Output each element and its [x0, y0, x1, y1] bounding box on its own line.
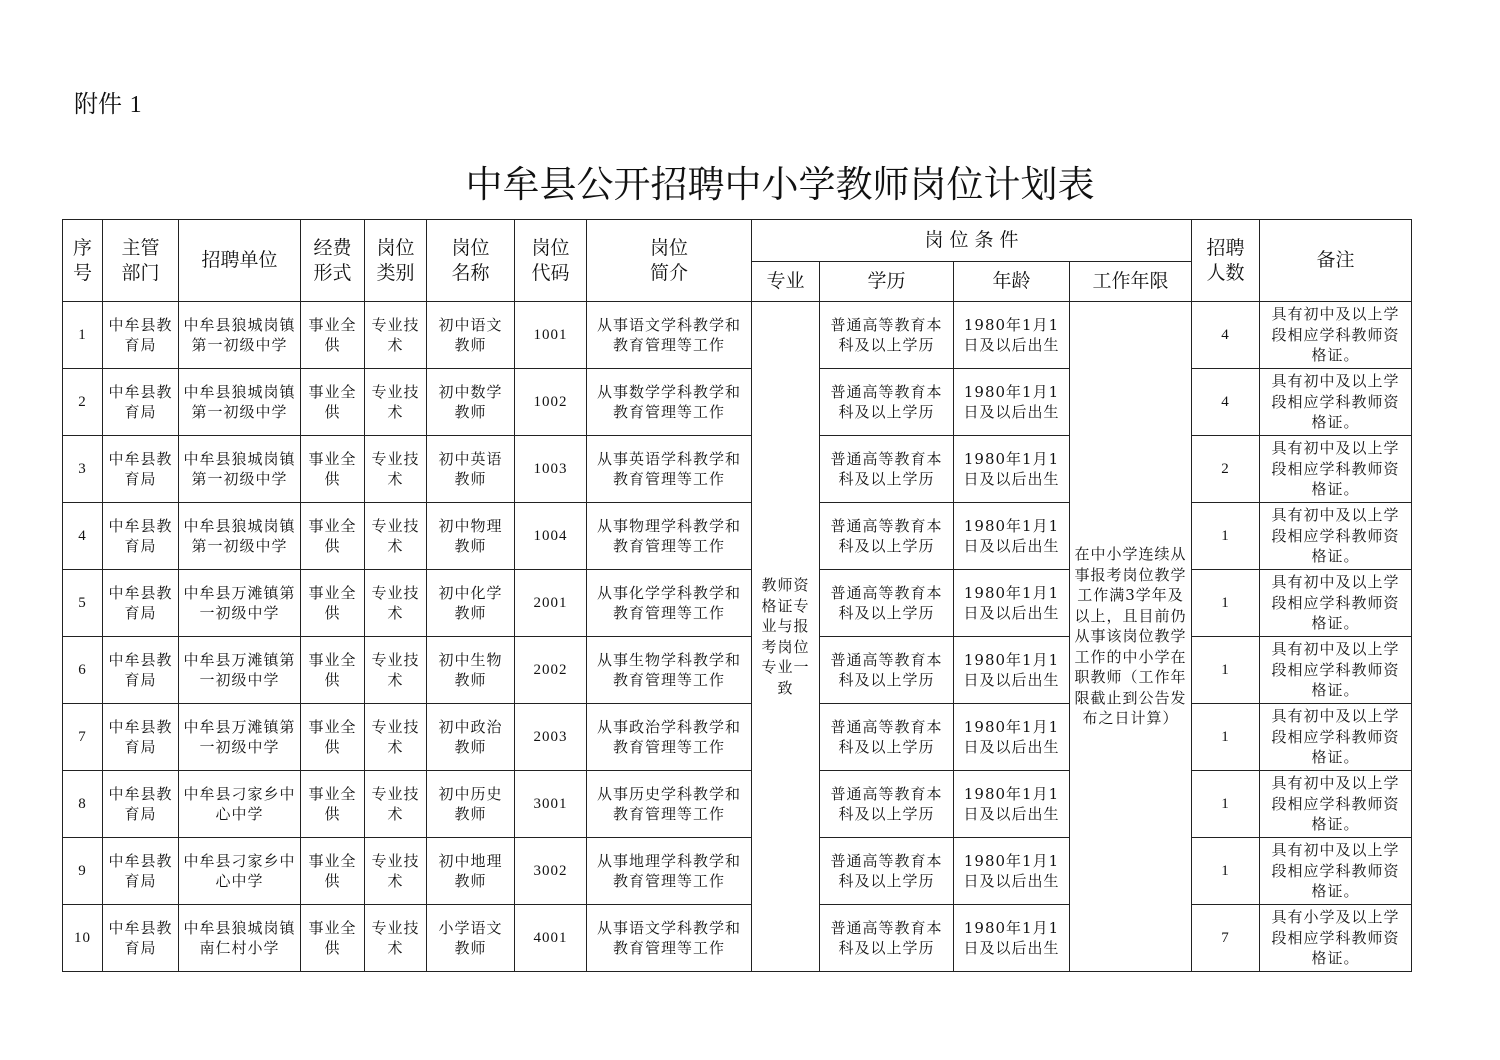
- header-category: [365, 220, 427, 302]
- cell-funding: 事业全供: [301, 771, 365, 838]
- cell-remarks: 具有初中及以上学段相应学科教师资格证。: [1260, 436, 1412, 503]
- cell-remarks: 具有初中及以上学段相应学科教师资格证。: [1260, 570, 1412, 637]
- cell-position-intro: 从事历史学科教学和教育管理等工作: [587, 771, 752, 838]
- header-age: 年龄: [954, 262, 1070, 302]
- table-row: [63, 503, 1412, 570]
- cell-dept: 中牟县教育局: [103, 369, 179, 436]
- cell-position-code: 3002: [515, 838, 587, 905]
- recruitment-plan-table: [62, 219, 1412, 972]
- header-dept-line1: 主管: [121, 236, 160, 259]
- cell-dept: 中牟县教育局: [103, 838, 179, 905]
- cell-position-intro: 从事物理学科教学和教育管理等工作: [587, 503, 752, 570]
- cell-dept: 中牟县教育局: [103, 302, 179, 369]
- header-intro-line2: 简介: [649, 261, 688, 284]
- cell-funding: 事业全供: [301, 704, 365, 771]
- cell-remarks: 具有初中及以上学段相应学科教师资格证。: [1260, 637, 1412, 704]
- header-funding-line2: 形式: [313, 261, 352, 284]
- cell-position-code: 4001: [515, 905, 587, 972]
- cell-unit: 中牟县刁家乡中心中学: [179, 838, 301, 905]
- cell-seq: 6: [63, 637, 103, 704]
- header-code-line1: 岗位: [531, 236, 570, 259]
- cell-remarks: 具有初中及以上学段相应学科教师资格证。: [1260, 704, 1412, 771]
- table-row: [63, 771, 1412, 838]
- cell-seq: 2: [63, 369, 103, 436]
- cell-category: 专业技术: [365, 369, 427, 436]
- header-funding: [301, 220, 365, 302]
- cell-position-code: 1003: [515, 436, 587, 503]
- cell-category: 专业技术: [365, 570, 427, 637]
- cell-education: 普通高等教育本科及以上学历: [820, 369, 954, 436]
- cell-position-intro: 从事政治学科教学和教育管理等工作: [587, 704, 752, 771]
- cell-position-intro: 从事语文学科教学和教育管理等工作: [587, 302, 752, 369]
- cell-remarks: 具有初中及以上学段相应学科教师资格证。: [1260, 838, 1412, 905]
- cell-count: 1: [1192, 704, 1260, 771]
- cell-position-code: 1004: [515, 503, 587, 570]
- header-name-line1: 岗位: [451, 236, 490, 259]
- cell-education: 普通高等教育本科及以上学历: [820, 302, 954, 369]
- header-conditions: 岗 位 条 件: [752, 220, 1192, 262]
- cell-position-intro: 从事英语学科教学和教育管理等工作: [587, 436, 752, 503]
- cell-position-name: 初中政治教师: [427, 704, 515, 771]
- cell-remarks: 具有初中及以上学段相应学科教师资格证。: [1260, 503, 1412, 570]
- cell-dept: 中牟县教育局: [103, 503, 179, 570]
- cell-education: 普通高等教育本科及以上学历: [820, 436, 954, 503]
- cell-category: 专业技术: [365, 771, 427, 838]
- cell-funding: 事业全供: [301, 436, 365, 503]
- header-category-line2: 类别: [376, 261, 415, 284]
- cell-position-intro: 从事生物学科教学和教育管理等工作: [587, 637, 752, 704]
- cell-dept: 中牟县教育局: [103, 771, 179, 838]
- header-intro-line1: 岗位: [649, 236, 688, 259]
- cell-funding: 事业全供: [301, 570, 365, 637]
- cell-unit: 中牟县狼城岗镇第一初级中学: [179, 369, 301, 436]
- cell-remarks: 具有初中及以上学段相应学科教师资格证。: [1260, 302, 1412, 369]
- cell-position-code: 1001: [515, 302, 587, 369]
- cell-age: 1980年1月1日及以后出生: [954, 369, 1070, 436]
- cell-count: 7: [1192, 905, 1260, 972]
- cell-work-years: 在中小学连续从事报考岗位教学工作满3学年及以上，且目前仍从事该岗位教学工作的中小学在职教师（工作年限截止到公告发布之日计算）: [1070, 302, 1192, 972]
- cell-seq: 9: [63, 838, 103, 905]
- header-name: [427, 220, 515, 302]
- header-major: 专业: [752, 262, 820, 302]
- header-count-line1: 招聘: [1206, 236, 1245, 259]
- cell-position-intro: 从事语文学科教学和教育管理等工作: [587, 905, 752, 972]
- cell-position-name: 小学语文教师: [427, 905, 515, 972]
- page-title: 中牟县公开招聘中小学教师岗位计划表: [465, 163, 1095, 206]
- cell-age: 1980年1月1日及以后出生: [954, 637, 1070, 704]
- cell-unit: 中牟县狼城岗镇第一初级中学: [179, 302, 301, 369]
- cell-category: 专业技术: [365, 637, 427, 704]
- header-seq-line2: 号: [72, 261, 92, 284]
- cell-unit: 中牟县狼城岗镇第一初级中学: [179, 503, 301, 570]
- table-row: [63, 436, 1412, 503]
- cell-count: 2: [1192, 436, 1260, 503]
- header-dept-line2: 部门: [121, 261, 160, 284]
- header-intro: [587, 220, 752, 302]
- table-row: [63, 838, 1412, 905]
- cell-seq: 1: [63, 302, 103, 369]
- cell-count: 1: [1192, 503, 1260, 570]
- cell-funding: 事业全供: [301, 838, 365, 905]
- cell-remarks: 具有初中及以上学段相应学科教师资格证。: [1260, 771, 1412, 838]
- cell-education: 普通高等教育本科及以上学历: [820, 905, 954, 972]
- cell-position-name: 初中数学教师: [427, 369, 515, 436]
- cell-dept: 中牟县教育局: [103, 704, 179, 771]
- header-code-line2: 代码: [531, 261, 570, 284]
- cell-position-intro: 从事数学学科教学和教育管理等工作: [587, 369, 752, 436]
- header-funding-line1: 经费: [313, 236, 352, 259]
- header-code: [515, 220, 587, 302]
- attachment-label-text: 附件: [74, 90, 122, 118]
- header-count-line2: 人数: [1206, 261, 1245, 284]
- header-category-line1: 岗位: [376, 236, 415, 259]
- cell-dept: 中牟县教育局: [103, 637, 179, 704]
- cell-unit: 中牟县万滩镇第一初级中学: [179, 704, 301, 771]
- header-work-years: 工作年限: [1070, 262, 1192, 302]
- table-row: [63, 637, 1412, 704]
- cell-category: 专业技术: [365, 302, 427, 369]
- cell-unit: 中牟县狼城岗镇南仁村小学: [179, 905, 301, 972]
- cell-position-intro: 从事化学学科教学和教育管理等工作: [587, 570, 752, 637]
- cell-dept: 中牟县教育局: [103, 570, 179, 637]
- cell-position-name: 初中生物教师: [427, 637, 515, 704]
- cell-education: 普通高等教育本科及以上学历: [820, 838, 954, 905]
- cell-category: 专业技术: [365, 503, 427, 570]
- cell-position-code: 1002: [515, 369, 587, 436]
- header-unit: 招聘单位: [179, 220, 301, 302]
- header-education: 学历: [820, 262, 954, 302]
- cell-age: 1980年1月1日及以后出生: [954, 905, 1070, 972]
- cell-remarks: 具有小学及以上学段相应学科教师资格证。: [1260, 905, 1412, 972]
- table-row: [63, 369, 1412, 436]
- cell-position-name: 初中英语教师: [427, 436, 515, 503]
- cell-category: 专业技术: [365, 838, 427, 905]
- cell-seq: 10: [63, 905, 103, 972]
- cell-count: 4: [1192, 369, 1260, 436]
- cell-unit: 中牟县狼城岗镇第一初级中学: [179, 436, 301, 503]
- cell-category: 专业技术: [365, 905, 427, 972]
- cell-seq: 5: [63, 570, 103, 637]
- cell-seq: 8: [63, 771, 103, 838]
- cell-age: 1980年1月1日及以后出生: [954, 704, 1070, 771]
- cell-education: 普通高等教育本科及以上学历: [820, 570, 954, 637]
- attachment-number: 1: [129, 92, 142, 118]
- cell-dept: 中牟县教育局: [103, 436, 179, 503]
- table-row: [63, 570, 1412, 637]
- cell-seq: 3: [63, 436, 103, 503]
- table-row: [63, 302, 1412, 369]
- header-count: [1192, 220, 1260, 302]
- cell-unit: 中牟县万滩镇第一初级中学: [179, 570, 301, 637]
- header-seq: [63, 220, 103, 302]
- cell-position-name: 初中物理教师: [427, 503, 515, 570]
- header-seq-line1: 序: [72, 236, 92, 259]
- cell-count: 1: [1192, 771, 1260, 838]
- cell-position-code: 2001: [515, 570, 587, 637]
- cell-position-code: 2003: [515, 704, 587, 771]
- cell-major: 教师资格证专业与报考岗位专业一致: [752, 302, 820, 972]
- cell-age: 1980年1月1日及以后出生: [954, 302, 1070, 369]
- cell-funding: 事业全供: [301, 905, 365, 972]
- table-row: [63, 704, 1412, 771]
- cell-funding: 事业全供: [301, 302, 365, 369]
- cell-seq: 4: [63, 503, 103, 570]
- cell-age: 1980年1月1日及以后出生: [954, 570, 1070, 637]
- cell-funding: 事业全供: [301, 369, 365, 436]
- cell-age: 1980年1月1日及以后出生: [954, 503, 1070, 570]
- cell-unit: 中牟县万滩镇第一初级中学: [179, 637, 301, 704]
- cell-seq: 7: [63, 704, 103, 771]
- header-name-line2: 名称: [451, 261, 490, 284]
- cell-position-code: 3001: [515, 771, 587, 838]
- cell-unit: 中牟县刁家乡中心中学: [179, 771, 301, 838]
- header-remarks: 备注: [1260, 220, 1412, 302]
- cell-funding: 事业全供: [301, 503, 365, 570]
- cell-count: 1: [1192, 637, 1260, 704]
- cell-count: 4: [1192, 302, 1260, 369]
- cell-remarks: 具有初中及以上学段相应学科教师资格证。: [1260, 369, 1412, 436]
- cell-funding: 事业全供: [301, 637, 365, 704]
- cell-category: 专业技术: [365, 704, 427, 771]
- cell-position-name: 初中化学教师: [427, 570, 515, 637]
- cell-education: 普通高等教育本科及以上学历: [820, 771, 954, 838]
- cell-count: 1: [1192, 570, 1260, 637]
- header-dept: [103, 220, 179, 302]
- cell-position-intro: 从事地理学科教学和教育管理等工作: [587, 838, 752, 905]
- cell-dept: 中牟县教育局: [103, 905, 179, 972]
- table-row: [63, 905, 1412, 972]
- cell-position-name: 初中历史教师: [427, 771, 515, 838]
- cell-age: 1980年1月1日及以后出生: [954, 771, 1070, 838]
- cell-education: 普通高等教育本科及以上学历: [820, 637, 954, 704]
- cell-age: 1980年1月1日及以后出生: [954, 838, 1070, 905]
- cell-education: 普通高等教育本科及以上学历: [820, 503, 954, 570]
- attachment-label: [74, 84, 142, 119]
- cell-position-name: 初中地理教师: [427, 838, 515, 905]
- cell-position-code: 2002: [515, 637, 587, 704]
- cell-position-name: 初中语文教师: [427, 302, 515, 369]
- cell-education: 普通高等教育本科及以上学历: [820, 704, 954, 771]
- cell-age: 1980年1月1日及以后出生: [954, 436, 1070, 503]
- cell-category: 专业技术: [365, 436, 427, 503]
- cell-count: 1: [1192, 838, 1260, 905]
